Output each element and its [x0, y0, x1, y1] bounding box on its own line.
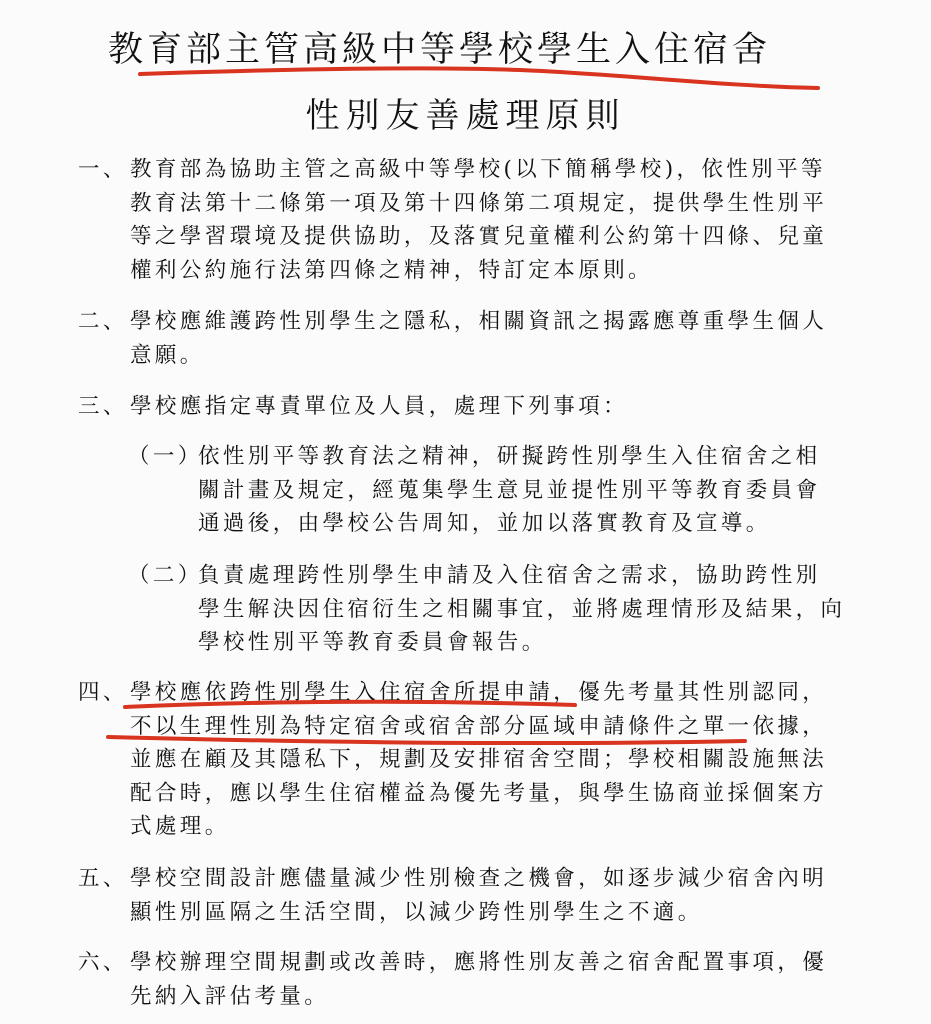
title-line-1: 教育部主管高級中等學校學生入住宿舍	[108, 30, 772, 70]
clause-number: 四、	[78, 680, 128, 705]
clause-number: 六、	[78, 950, 128, 975]
subclause-2	[128, 559, 868, 660]
clause-number: 五、	[78, 866, 128, 891]
clause-line: 意願。	[130, 342, 205, 368]
clause-line: 學校應依跨性別學生入住宿舍所提申請，優先考量其性別認同，	[130, 680, 828, 705]
subclause-line: 通過後，由學校公告周知，並加以落實教育及宣導。	[198, 511, 771, 536]
clause-line: 顯性別區隔之生活空間，以減少跨性別學生之不適。	[130, 899, 703, 925]
clause-line: 不以生理性別為特定宿舍或宿舍部分區域申請條件之單一依據，	[130, 713, 828, 739]
clause-line: 學校空間設計應儘量減少性別檢查之機會，如逐步減少宿舍內明	[130, 866, 828, 891]
clause-line: 教育法第十二條第一項及第十四條第二項規定，提供學生性別平	[130, 190, 828, 216]
clause-number: 一、	[78, 157, 128, 182]
clause-4	[78, 676, 878, 844]
clause-line: 配合時，應以學生住宿權益為優先考量，與學生協商並採個案方	[130, 780, 828, 806]
clause-line: 學校應指定專責單位及人員，處理下列事項：	[130, 394, 629, 419]
clause-3	[78, 390, 878, 424]
clause-line: 先納入評估考量。	[130, 983, 330, 1009]
subclause-number: （一）	[128, 444, 203, 469]
subclause-1	[128, 440, 868, 541]
clause-2	[78, 305, 878, 372]
subclause-line: 學生解決因住宿衍生之相關事宜，並將處理情形及結果，向	[198, 596, 846, 622]
clause-line: 式處理。	[130, 814, 230, 839]
subclause-line: 依性別平等教育法之精神，研擬跨性別學生入住宿舍之相	[198, 444, 821, 469]
subclause-line: 關計畫及規定，經蒐集學生意見並提性別平等教育委員會	[198, 477, 821, 503]
subclause-number: （二）	[128, 563, 203, 588]
title-line-2: 性別友善處理原則	[305, 96, 626, 136]
clause-line: 學校應維護跨性別學生之隱私，相關資訊之揭露應尊重學生個人	[130, 309, 828, 334]
clause-line: 教育部為協助主管之高級中等學校(以下簡稱學校)，依性別平等	[130, 157, 826, 182]
clause-6	[78, 946, 878, 1013]
clause-line: 等之學習環境及提供協助，及落實兒童權利公約第十四條、兒童	[130, 224, 828, 249]
clause-line: 權利公約施行法第四條之精神，特訂定本原則。	[130, 257, 653, 283]
clause-5	[78, 862, 878, 929]
clause-number: 三、	[78, 394, 128, 419]
clause-line: 並應在顧及其隱私下，規劃及安排宿舍空間；學校相關設施無法	[130, 747, 828, 772]
clause-line: 學校辦理空間規劃或改善時，應將性別友善之宿舍配置事項，優	[130, 950, 828, 975]
clause-1	[78, 153, 878, 287]
subclause-line: 學校性別平等教育委員會報告。	[198, 630, 547, 655]
clause-number: 二、	[78, 309, 128, 334]
subclause-line: 負責處理跨性別學生申請及入住宿舍之需求，協助跨性別	[198, 563, 821, 588]
